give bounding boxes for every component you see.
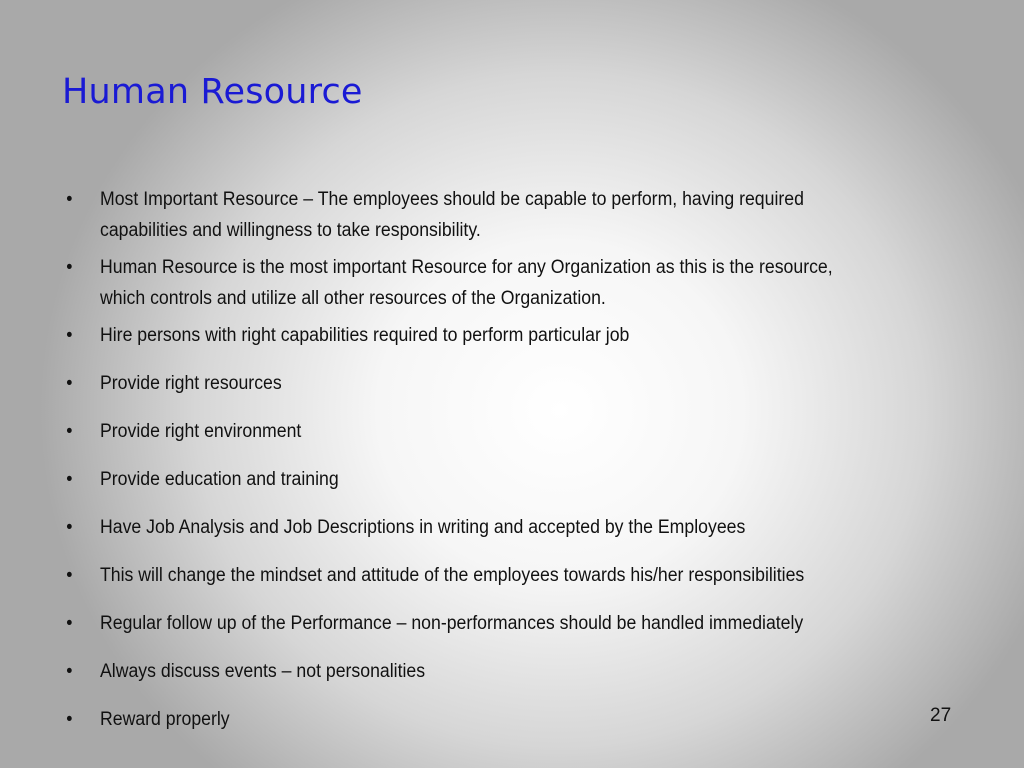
- bullet-text: Regular follow up of the Performance – non-performances should be handled immediately: [100, 613, 804, 634]
- bullet-marker: •: [66, 469, 73, 490]
- bullet-text: Provide right resources: [100, 373, 282, 394]
- bullet-item: [7, 464, 959, 495]
- bullet-text: Most Important Resource – The employees should be capable to perform, having required capabilities and willingness to take responsibility.: [100, 189, 804, 241]
- bullet-text: Provide right environment: [100, 421, 302, 442]
- bullet-text: Always discuss events – not personalities: [100, 661, 426, 682]
- page-number: 27: [930, 705, 952, 726]
- bullet-text: This will change the mindset and attitude of the employees towards his/her responsibilities: [100, 565, 805, 586]
- bullet-list: [0, 184, 1024, 735]
- bullet-marker: •: [66, 373, 73, 394]
- bullet-marker: •: [66, 613, 73, 634]
- bullet-text: Provide education and training: [100, 469, 339, 490]
- bullet-item: [7, 560, 959, 591]
- bullet-item: [7, 252, 959, 314]
- bullet-item: [7, 656, 959, 687]
- bullet-item: [7, 184, 959, 246]
- bullet-item: [7, 368, 959, 399]
- bullet-text: Hire persons with right capabilities required to perform particular job: [100, 325, 630, 346]
- bullet-marker: •: [66, 565, 73, 586]
- bullet-item: [7, 512, 959, 543]
- bullet-text: Reward properly: [100, 709, 230, 730]
- bullet-marker: •: [66, 189, 73, 210]
- bullet-item: [7, 416, 959, 447]
- slide-title: Human Resource: [62, 72, 363, 112]
- bullet-item: [7, 608, 959, 639]
- bullet-marker: •: [66, 421, 73, 442]
- bullet-item: [7, 704, 959, 735]
- bullet-marker: •: [66, 709, 73, 730]
- bullet-marker: •: [66, 517, 73, 538]
- bullet-text: Human Resource is the most important Resource for any Organization as this is the resource, which controls and utilize all other resources of the Organization.: [100, 257, 833, 309]
- bullet-text: Have Job Analysis and Job Descriptions in writing and accepted by the Employees: [100, 517, 746, 538]
- bullet-marker: •: [66, 325, 73, 346]
- bullet-item: [7, 320, 959, 351]
- bullet-marker: •: [66, 661, 73, 682]
- bullet-marker: •: [66, 257, 73, 278]
